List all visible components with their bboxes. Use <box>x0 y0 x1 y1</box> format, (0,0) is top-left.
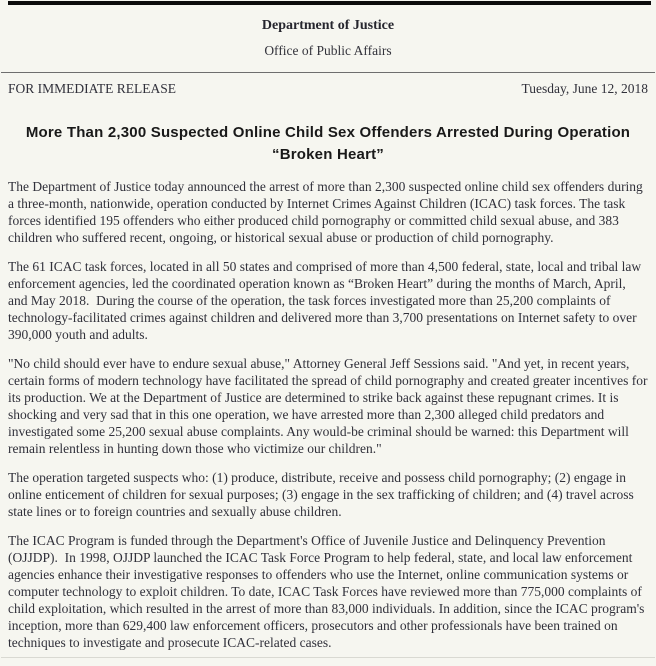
paragraph-3: "No child should ever have to endure sexual abuse," Attorney General Jeff Sessions said. "And yet, in recent years, certain forms of modern technology have facilitated the spread of child pornography and created greater incentives for its production. We at the Department of Justice are determined to strike back against these repugnant crimes. It is shocking and very sad that in this one operation, we have arrested more than 2,300 alleged child predators and investigated some 25,200 sexual abuse complaints. Any would-be criminal should be warned: this Department will remain relentless in hunting down those who victimize our children." <box>8 355 651 456</box>
release-label: FOR IMMEDIATE RELEASE <box>8 81 176 96</box>
agency-name: Department of Justice <box>261 18 395 33</box>
article-body <box>0 178 656 651</box>
press-release-page <box>0 1 656 658</box>
headline: More Than 2,300 Suspected Online Child Sex Offenders Arrested During Operation “Broken Heart” <box>25 124 631 163</box>
office-name: Office of Public Affairs <box>264 43 392 58</box>
paragraph-5: The ICAC Program is funded through the Department's Office of Juvenile Justice and Delinquency Prevention (OJJDP). In 1998, OJJDP launched the ICAC Task Force Program to help federal, state, and local law enforcement agencies enhance their investigative responses to offenders who use the Internet, online communication systems or computer technology to exploit children. To date, ICAC Task Forces have reviewed more than 775,000 complaints of child exploitation, which resulted in the arrest of more than 83,000 individuals. In addition, since the ICAC program's inception, more than 629,400 law enforcement officers, prosecutors and other professionals have been trained on techniques to investigate and prosecute ICAC-related cases. <box>8 532 648 650</box>
masthead <box>0 5 656 59</box>
paragraph-4: The operation targeted suspects who: (1) produce, distribute, receive and possess child pornography; (2) engage in online enticement of children for sexual purposes; (3) engage in the sex trafficking of children; and (4) travel across state lines or to foreign countries and sexually abuse children. <box>8 469 638 519</box>
paragraph-1: The Department of Justice today announced the arrest of more than 2,300 suspected online child sex offenders during a three-month, nationwide, operation conducted by Internet Crimes Against Children (ICAC) task forces. The task forces identified 195 offenders who either produced child pornography or committed child sexual abuse, and 383 children who suffered recent, ongoing, or historical sexual abuse or production of child pornography. <box>8 178 647 245</box>
footer-divider <box>1 657 655 658</box>
paragraph-2: The 61 ICAC task forces, located in all 50 states and comprised of more than 4,500 federal, state, local and tribal law enforcement agencies, led the coordinated operation known as “Broken Heart” during the months of March, April, and May 2018. During the course of the operation, the task forces investigated more than 25,200 complaints of technology-facilitated crimes against children and delivered more than 3,700 presentations on Internet safety to over 390,000 youth and adults. <box>8 258 645 342</box>
release-row <box>0 73 656 97</box>
release-date: Tuesday, June 12, 2018 <box>521 81 648 96</box>
